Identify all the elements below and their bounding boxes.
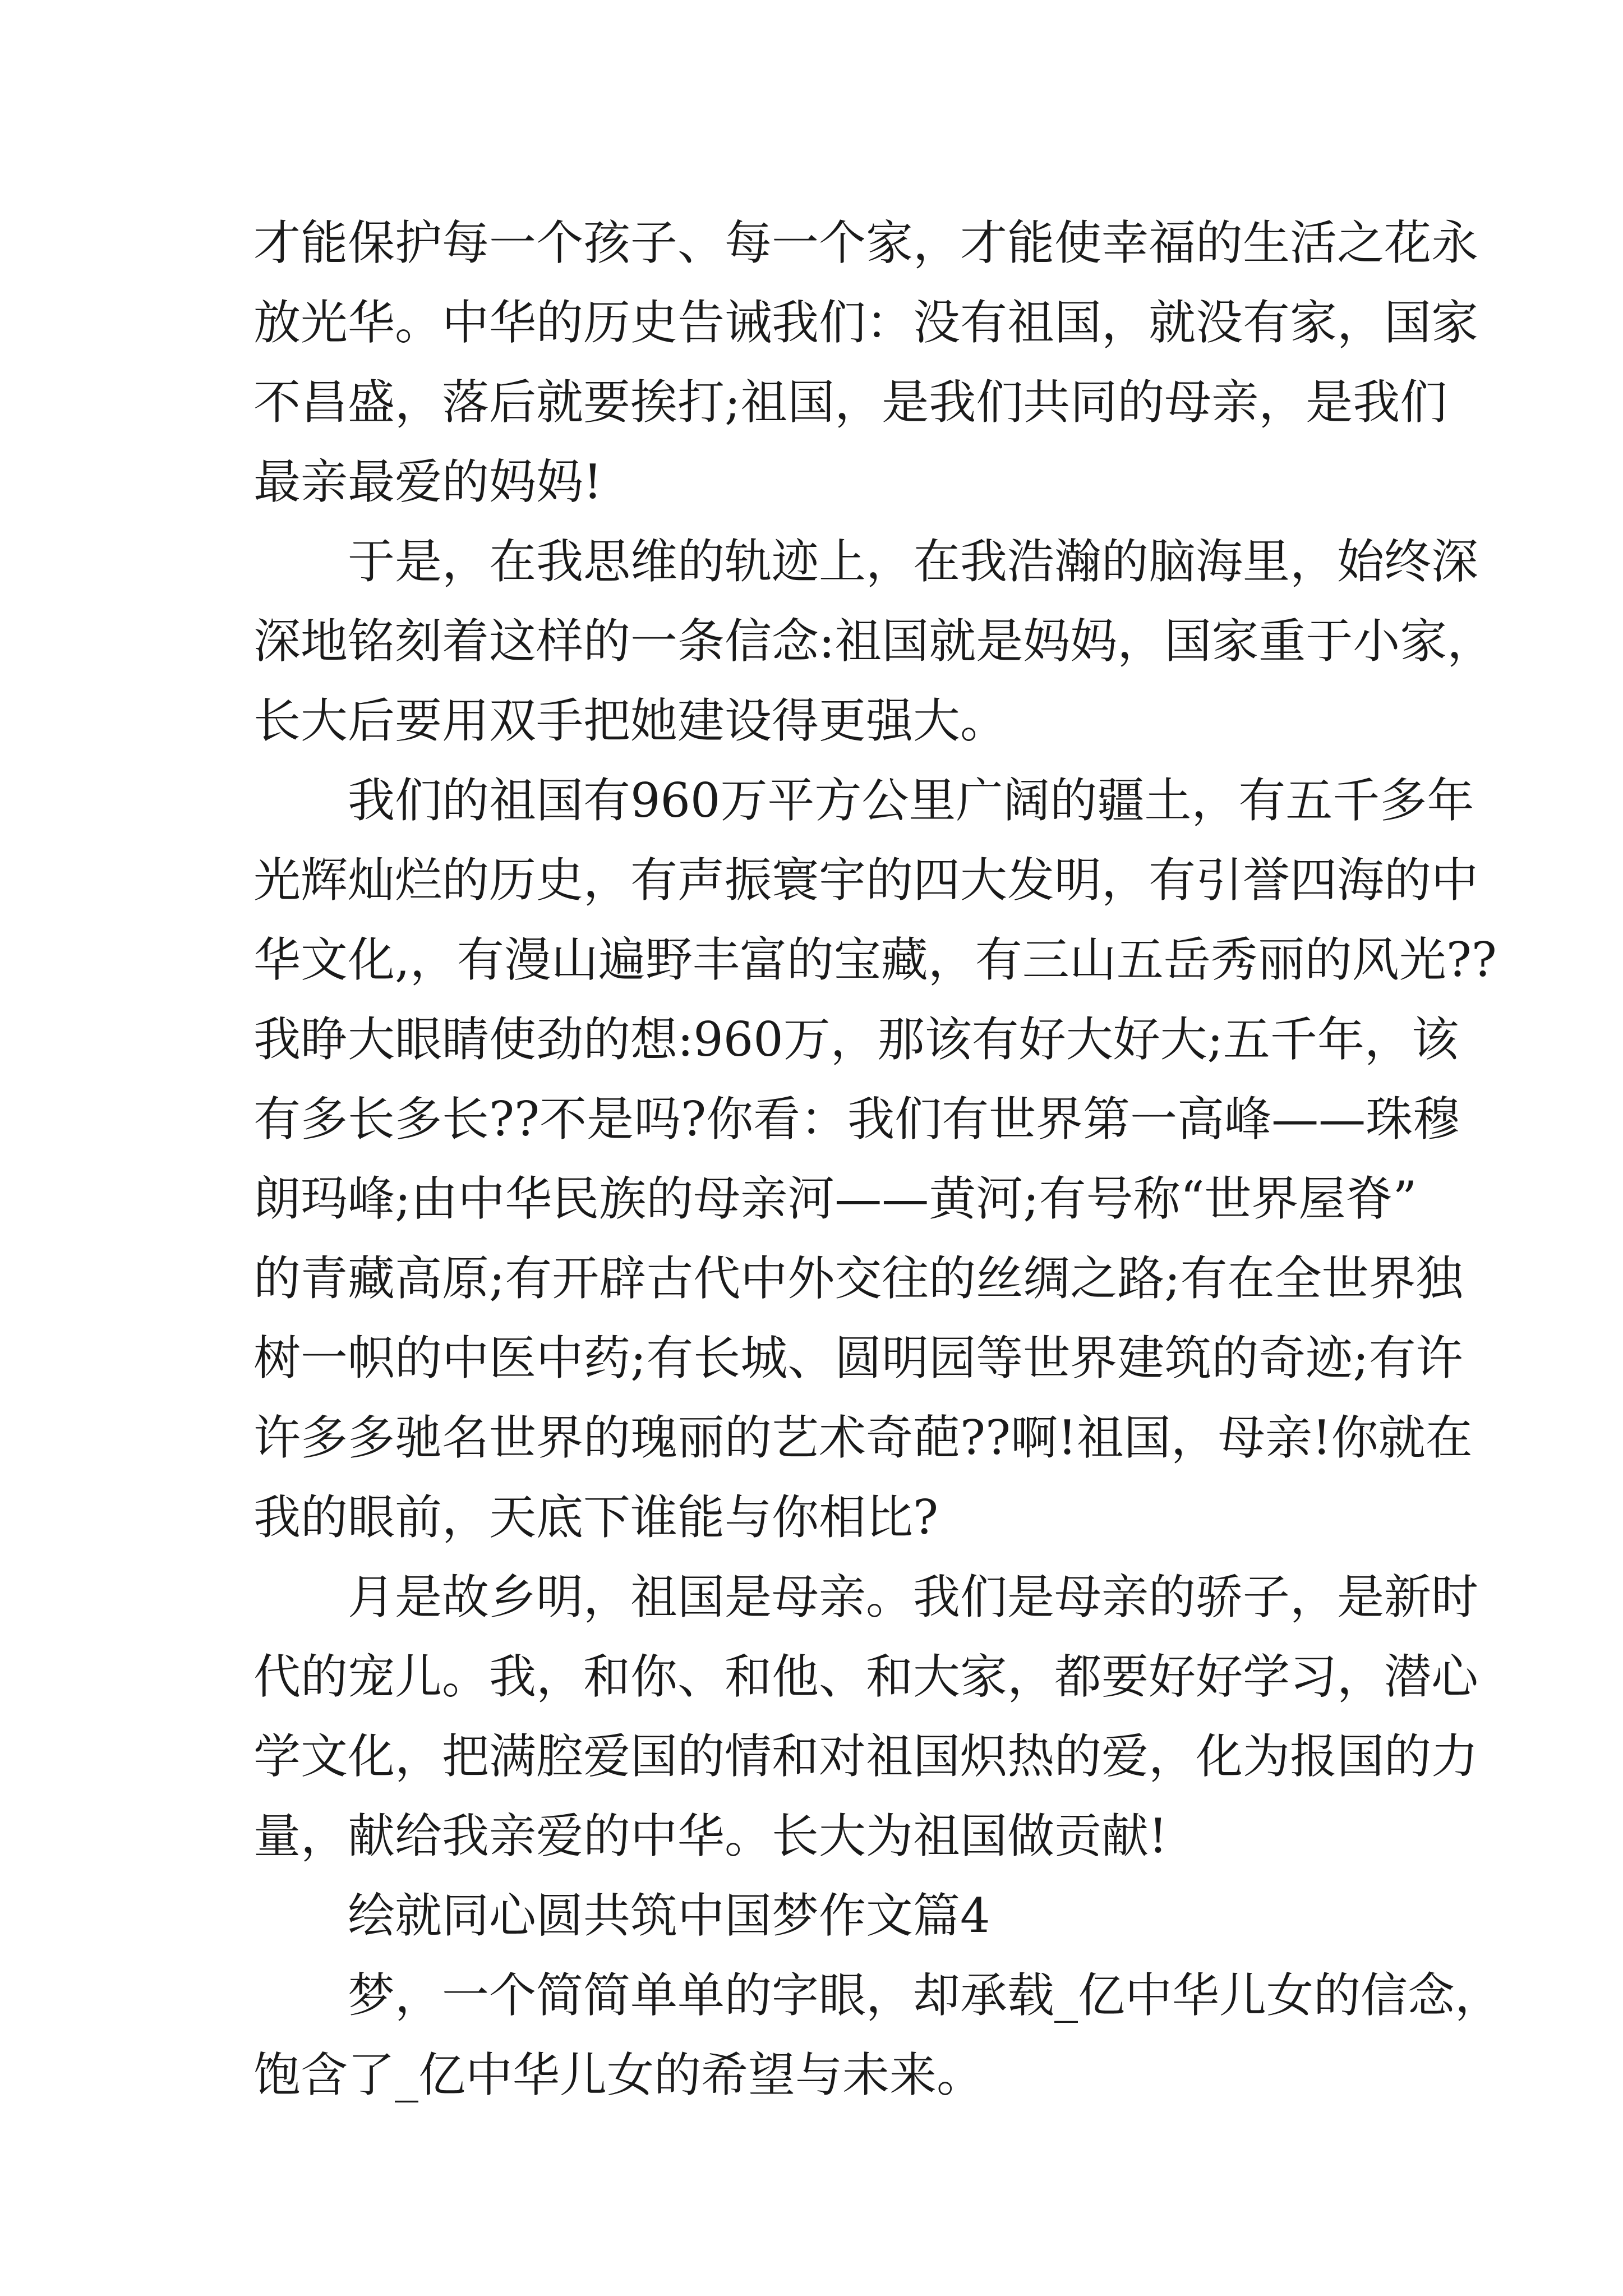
document-body — [253, 203, 1502, 2115]
text-line: 最亲最爱的妈妈! — [253, 454, 602, 509]
paragraph-2 — [253, 522, 1495, 761]
text-line: 梦，一个简简单单的字眼，却承载_亿中华儿女的信念， — [348, 1968, 1502, 2023]
text-line: 朗玛峰;由中华民族的母亲河——黄河;有号称“世界屋脊” — [253, 1171, 1417, 1226]
text-line: 我睁大眼睛使劲的想:960万，那该有好大好大;五千年，该 — [253, 1012, 1459, 1067]
text-line: 代的宠儿。我，和你、和他、和大家，都要好好学习，潜心 — [253, 1649, 1479, 1704]
text-line: 我们的祖国有960万平方公里广阔的疆土，有五千多年 — [348, 773, 1474, 828]
text-line: 饱含了_亿中华儿女的希望与未来。 — [253, 2047, 984, 2102]
text-line: 于是，在我思维的轨迹上，在我浩瀚的脑海里，始终深 — [348, 534, 1479, 589]
text-line: 深地铭刻着这样的一条信念:祖国就是妈妈，国家重于小家， — [253, 614, 1495, 669]
text-line: 的青藏高原;有开辟古代中外交往的丝绸之路;有在全世界独 — [253, 1251, 1463, 1306]
paragraph-4 — [253, 1557, 1479, 1876]
section-heading — [253, 1876, 1375, 1955]
paragraph-5 — [253, 1955, 1502, 2115]
text-line: 光辉灿烂的历史，有声振寰宇的四大发明，有引誉四海的中 — [253, 853, 1479, 908]
text-line: 不昌盛，落后就要挨打;祖国，是我们共同的母亲，是我们 — [253, 375, 1447, 430]
paragraph-3 — [253, 761, 1497, 1557]
text-line: 学文化，把满腔爱国的情和对祖国炽热的爱，化为报国的力 — [253, 1729, 1479, 1784]
text-line: 树一帜的中医中药;有长城、圆明园等世界建筑的奇迹;有许 — [253, 1331, 1463, 1386]
text-line: 月是故乡明，祖国是母亲。我们是母亲的骄子，是新时 — [348, 1570, 1479, 1625]
text-line: 我的眼前，天底下谁能与你相比? — [253, 1490, 939, 1545]
paragraph-1 — [253, 203, 1479, 522]
text-line: 有多长多长??不是吗?你看：我们有世界第一高峰——珠穆 — [253, 1092, 1460, 1147]
text-line: 放光华。中华的历史告诫我们：没有祖国，就没有家，国家 — [253, 295, 1479, 350]
heading-line: 绘就同心圆共筑中国梦作文篇4 — [348, 1888, 990, 1943]
text-line: 量，献给我亲爱的中华。长大为祖国做贡献! — [253, 1809, 1168, 1864]
text-line: 许多多驰名世界的瑰丽的艺术奇葩??啊!祖国，母亲!你就在 — [253, 1410, 1473, 1465]
text-line: 华文化,，有漫山遍野丰富的宝藏，有三山五岳秀丽的风光?? — [253, 932, 1497, 987]
text-line: 长大后要用双手把她建设得更强大。 — [253, 693, 1008, 748]
text-line: 才能保护每一个孩子、每一个家，才能使幸福的生活之花永 — [253, 215, 1479, 270]
